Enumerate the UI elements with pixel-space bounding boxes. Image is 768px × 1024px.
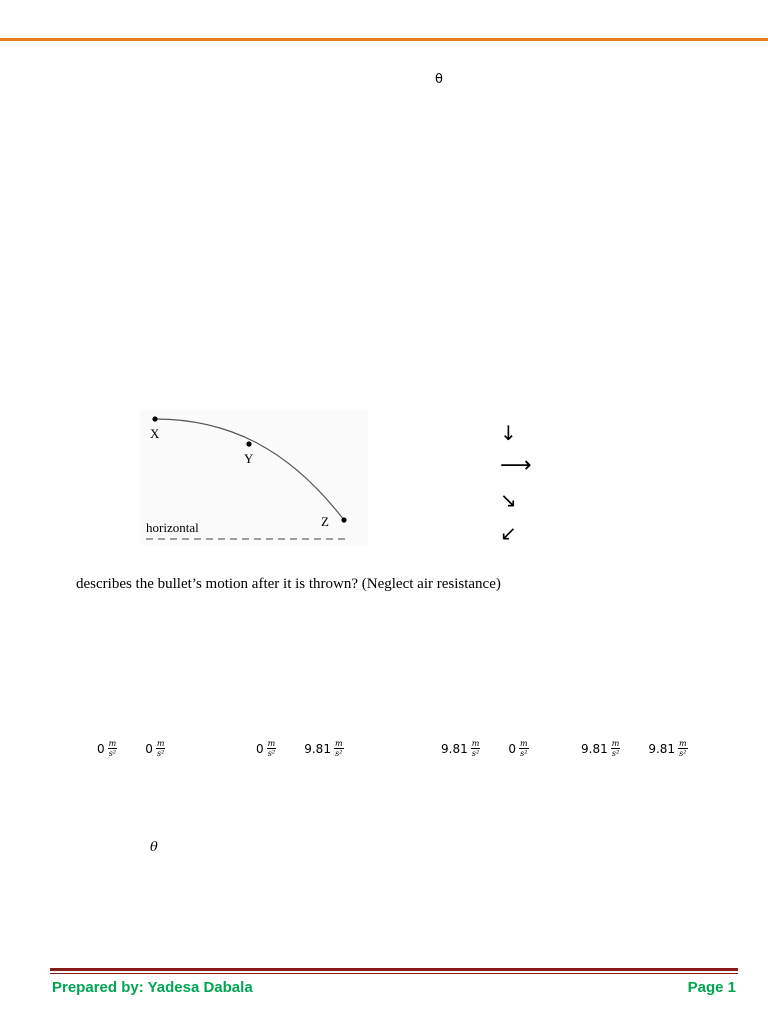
option-3-value-b: 0 [508, 741, 516, 756]
arrow-down-right-icon: ↘ [500, 488, 517, 512]
header-rule [0, 38, 768, 41]
theta-symbol-bottom: θ [150, 840, 158, 855]
theta-symbol-top: θ [435, 72, 443, 87]
unit-fraction: $\frac{m}{\text{s²}}$ [611, 739, 620, 758]
footer-rule-thin [50, 973, 738, 974]
projectile-figure [140, 410, 368, 545]
point-x-label: X [150, 426, 160, 441]
unit-fraction: $\frac{m}{\text{s²}}$ [108, 739, 117, 758]
point-z-label: Z [321, 514, 329, 529]
option-2-value-b: 9.81 [304, 741, 331, 756]
arrow-down-icon: ↓ [500, 421, 517, 445]
option-2 [256, 739, 344, 758]
option-4-value-b: 9.81 [648, 741, 676, 756]
option-1-value-b: 0 [145, 741, 153, 756]
point-z-dot [341, 517, 346, 522]
option-4-value-a: 9.81 [581, 741, 608, 756]
unit-fraction: $\frac{m}{\text{s²}}$ [519, 739, 528, 758]
trajectory-curve [155, 419, 344, 520]
unit-fraction: $\frac{m}{\text{s²}}$ [679, 739, 687, 758]
footer-rule [50, 968, 738, 971]
option-3 [441, 739, 529, 758]
option-1 [97, 739, 165, 758]
unit-fraction: $\frac{m}{\text{s²}}$ [471, 739, 480, 758]
footer-page-number: Page 1 [687, 979, 736, 996]
footer-author: Prepared by: Yadesa Dabala [52, 979, 253, 996]
option-2-value-a: 0 [256, 741, 264, 756]
unit-fraction: $\frac{m}{\text{s²}}$ [156, 739, 165, 758]
arrow-down-left-icon: ↙ [500, 521, 517, 545]
horizontal-label: horizontal [146, 520, 199, 535]
arrow-right-icon: ⟶ [500, 453, 532, 478]
option-3-value-a: 9.81 [441, 741, 468, 756]
option-1-value-a: 0 [97, 741, 105, 756]
unit-fraction: $\frac{m}{\text{s²}}$ [334, 739, 343, 758]
trajectory-diagram [140, 410, 368, 545]
point-x-dot [152, 416, 157, 421]
point-y-dot [246, 441, 251, 446]
point-y-label: Y [244, 451, 254, 466]
question-text: describes the bullet’s motion after it is thrown? (Neglect air resistance) [76, 576, 501, 592]
unit-fraction: $\frac{m}{\text{s²}}$ [267, 739, 276, 758]
option-4 [581, 739, 688, 758]
